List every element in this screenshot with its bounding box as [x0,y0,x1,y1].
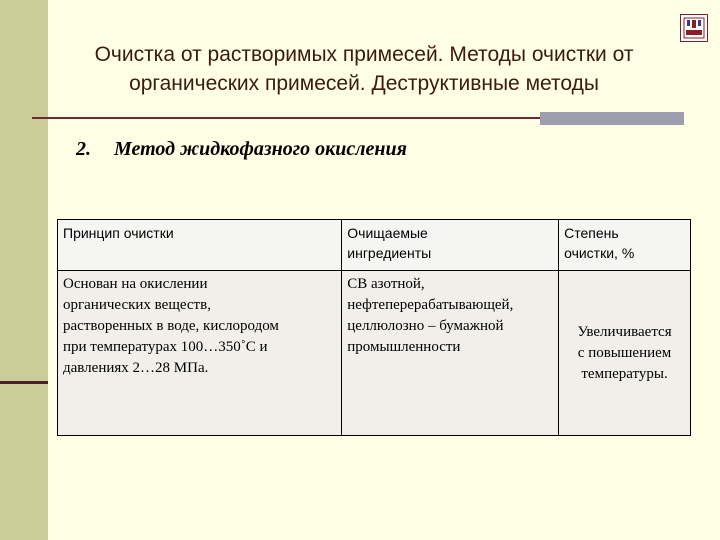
table-row [58,271,691,436]
header-degree: Степень очистки, % [564,225,635,261]
crest-icon-graphic [683,17,705,39]
cell-degree [559,271,691,436]
degree-text: Увеличивается с повышением температуры. [577,323,672,382]
ingredients-text: СВ азотной, нефтеперерабатывающей, целлюлозно – бумажной промышленности [347,276,514,355]
header-ingredients: Очищаемые ингредиенты [347,225,432,261]
left-bar-divider [0,381,48,384]
header-principle: Принцип очистки [63,225,174,241]
table-header-row [58,220,691,271]
left-decorative-bar [0,0,48,540]
principle-text: Основан на окислении органических веществ, растворенных в воде, кислородом при температурах 100…350˚С и давлениях 2…28 МПа. [63,276,279,376]
cell-ingredients [342,271,559,436]
section-number: 2. [76,138,91,160]
slide-title: Очистка от растворимых примесей. Методы очистки от органических примесей. Деструктивные методы [94,43,634,95]
section-title: Метод жидкофазного окисления [114,138,407,160]
university-crest-icon [680,14,708,42]
title-divider-accent [540,112,684,125]
header-cell-principle [58,220,342,271]
method-table [57,219,691,436]
cell-principle [58,271,342,436]
header-cell-degree [559,220,691,271]
section-heading [76,138,407,161]
header-cell-ingredients [342,220,559,271]
